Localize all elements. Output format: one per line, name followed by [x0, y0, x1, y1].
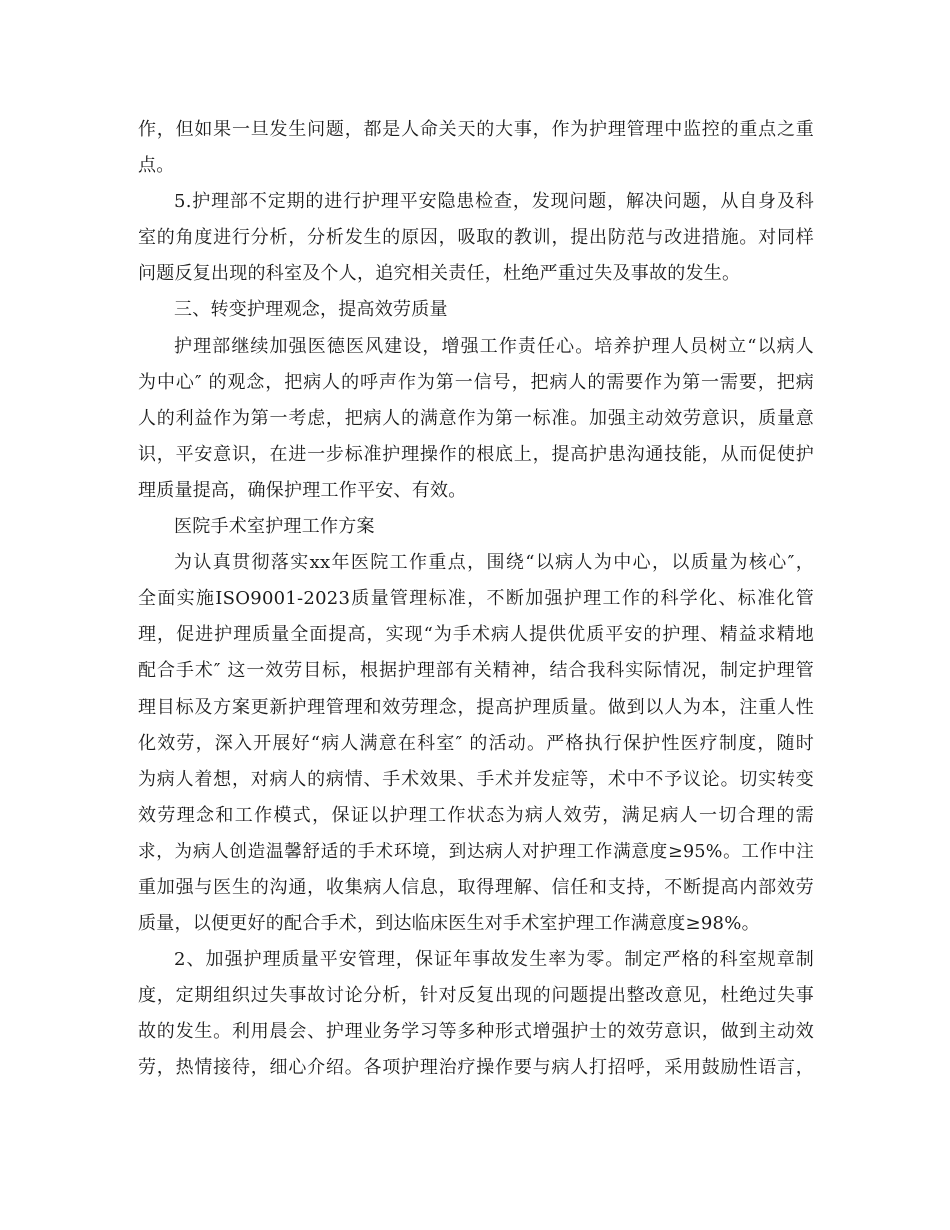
text-line: 配合手术″ 这一效劳目标，根据护理部有关精神，结合我科实际情况，制定护理管 — [138, 660, 814, 682]
text-line: 重加强与医生的沟通，收集病人信息，取得理解、信任和支持，不断提高内部效劳 — [138, 876, 814, 898]
text-line: 理质量提高，确保护理工作平安、有效。 — [138, 479, 467, 501]
text-line: 5.护理部不定期的进行护理平安隐患检查，发现问题，解决问题，从自身及科 — [174, 191, 814, 213]
text-line: 故的发生。利用晨会、护理业务学习等多种形式增强护士的效劳意识，做到主动效 — [138, 1021, 814, 1043]
text-line: 求，为病人创造温馨舒适的手术环境，到达病人对护理工作满意度≥95%。工作中注 — [138, 841, 814, 862]
text-line: 作，但如果一旦发生问题，都是人命关天的大事，作为护理管理中监控的重点之重 — [138, 119, 814, 140]
text-line: 全面实施ISO9001-2023质量管理标准，不断加强护理工作的科学化、标准化管 — [138, 588, 814, 610]
text-line: 三、转变护理观念，提高效劳质量 — [174, 299, 448, 321]
text-line: 护理部继续加强医德医风建设，增强工作责任心。培养护理人员树立“以病人 — [174, 335, 814, 357]
text-line: 人的利益作为第一考虑，把病人的满意作为第一标准。加强主动效劳意识，质量意 — [138, 407, 814, 429]
text-line: 2、加强护理质量平安管理，保证年事故发生率为零。制定严格的科室规章制 — [174, 949, 814, 971]
text-line: 为病人着想，对病人的病情、手术效果、手术并发症等，术中不予议论。切实转变 — [138, 768, 814, 790]
text-line: 为中心″ 的观念，把病人的呼声作为第一信号，把病人的需要作为第一需要，把病 — [138, 371, 814, 393]
text-line: 医院手术室护理工作方案 — [174, 516, 375, 538]
text-line: 为认真贯彻落实xx年医院工作重点，围绕“以病人为中心，以质量为核心″， — [174, 552, 814, 574]
text-line: 化效劳，深入开展好“病人满意在科室″ 的活动。严格执行保护性医疗制度，随时 — [138, 732, 814, 754]
text-line: 识，平安意识，在进一步标准护理操作的根底上，提高护患沟通技能，从而促使护 — [138, 443, 814, 465]
text-line: 室的角度进行分析，分析发生的原因，吸取的教训，提出防范与改进措施。对同样 — [138, 227, 814, 249]
text-line: 理目标及方案更新护理管理和效劳理念，提高护理质量。做到以人为本，注重人性 — [138, 696, 814, 718]
text-line: 理，促进护理质量全面提高，实现“为手术病人提供优质平安的护理、精益求精地 — [138, 624, 814, 646]
document-body — [138, 112, 814, 1087]
text-line: 问题反复出现的科室及个人，追究相关责任，杜绝严重过失及事故的发生。 — [138, 263, 741, 285]
text-line: 效劳理念和工作模式，保证以护理工作状态为病人效劳，满足病人一切合理的需 — [138, 804, 814, 826]
text-line: 劳，热情接待，细心介绍。各项护理治疗操作要与病人打招呼，采用鼓励性语言， — [138, 1057, 814, 1079]
text-line: 质量，以便更好的配合手术，到达临床医生对手术室护理工作满意度≥98%。 — [138, 913, 760, 935]
text-line: 度，定期组织过失事故讨论分析，针对反复出现的问题提出整改意见，杜绝过失事 — [138, 985, 814, 1007]
text-line: 点。 — [138, 155, 175, 177]
